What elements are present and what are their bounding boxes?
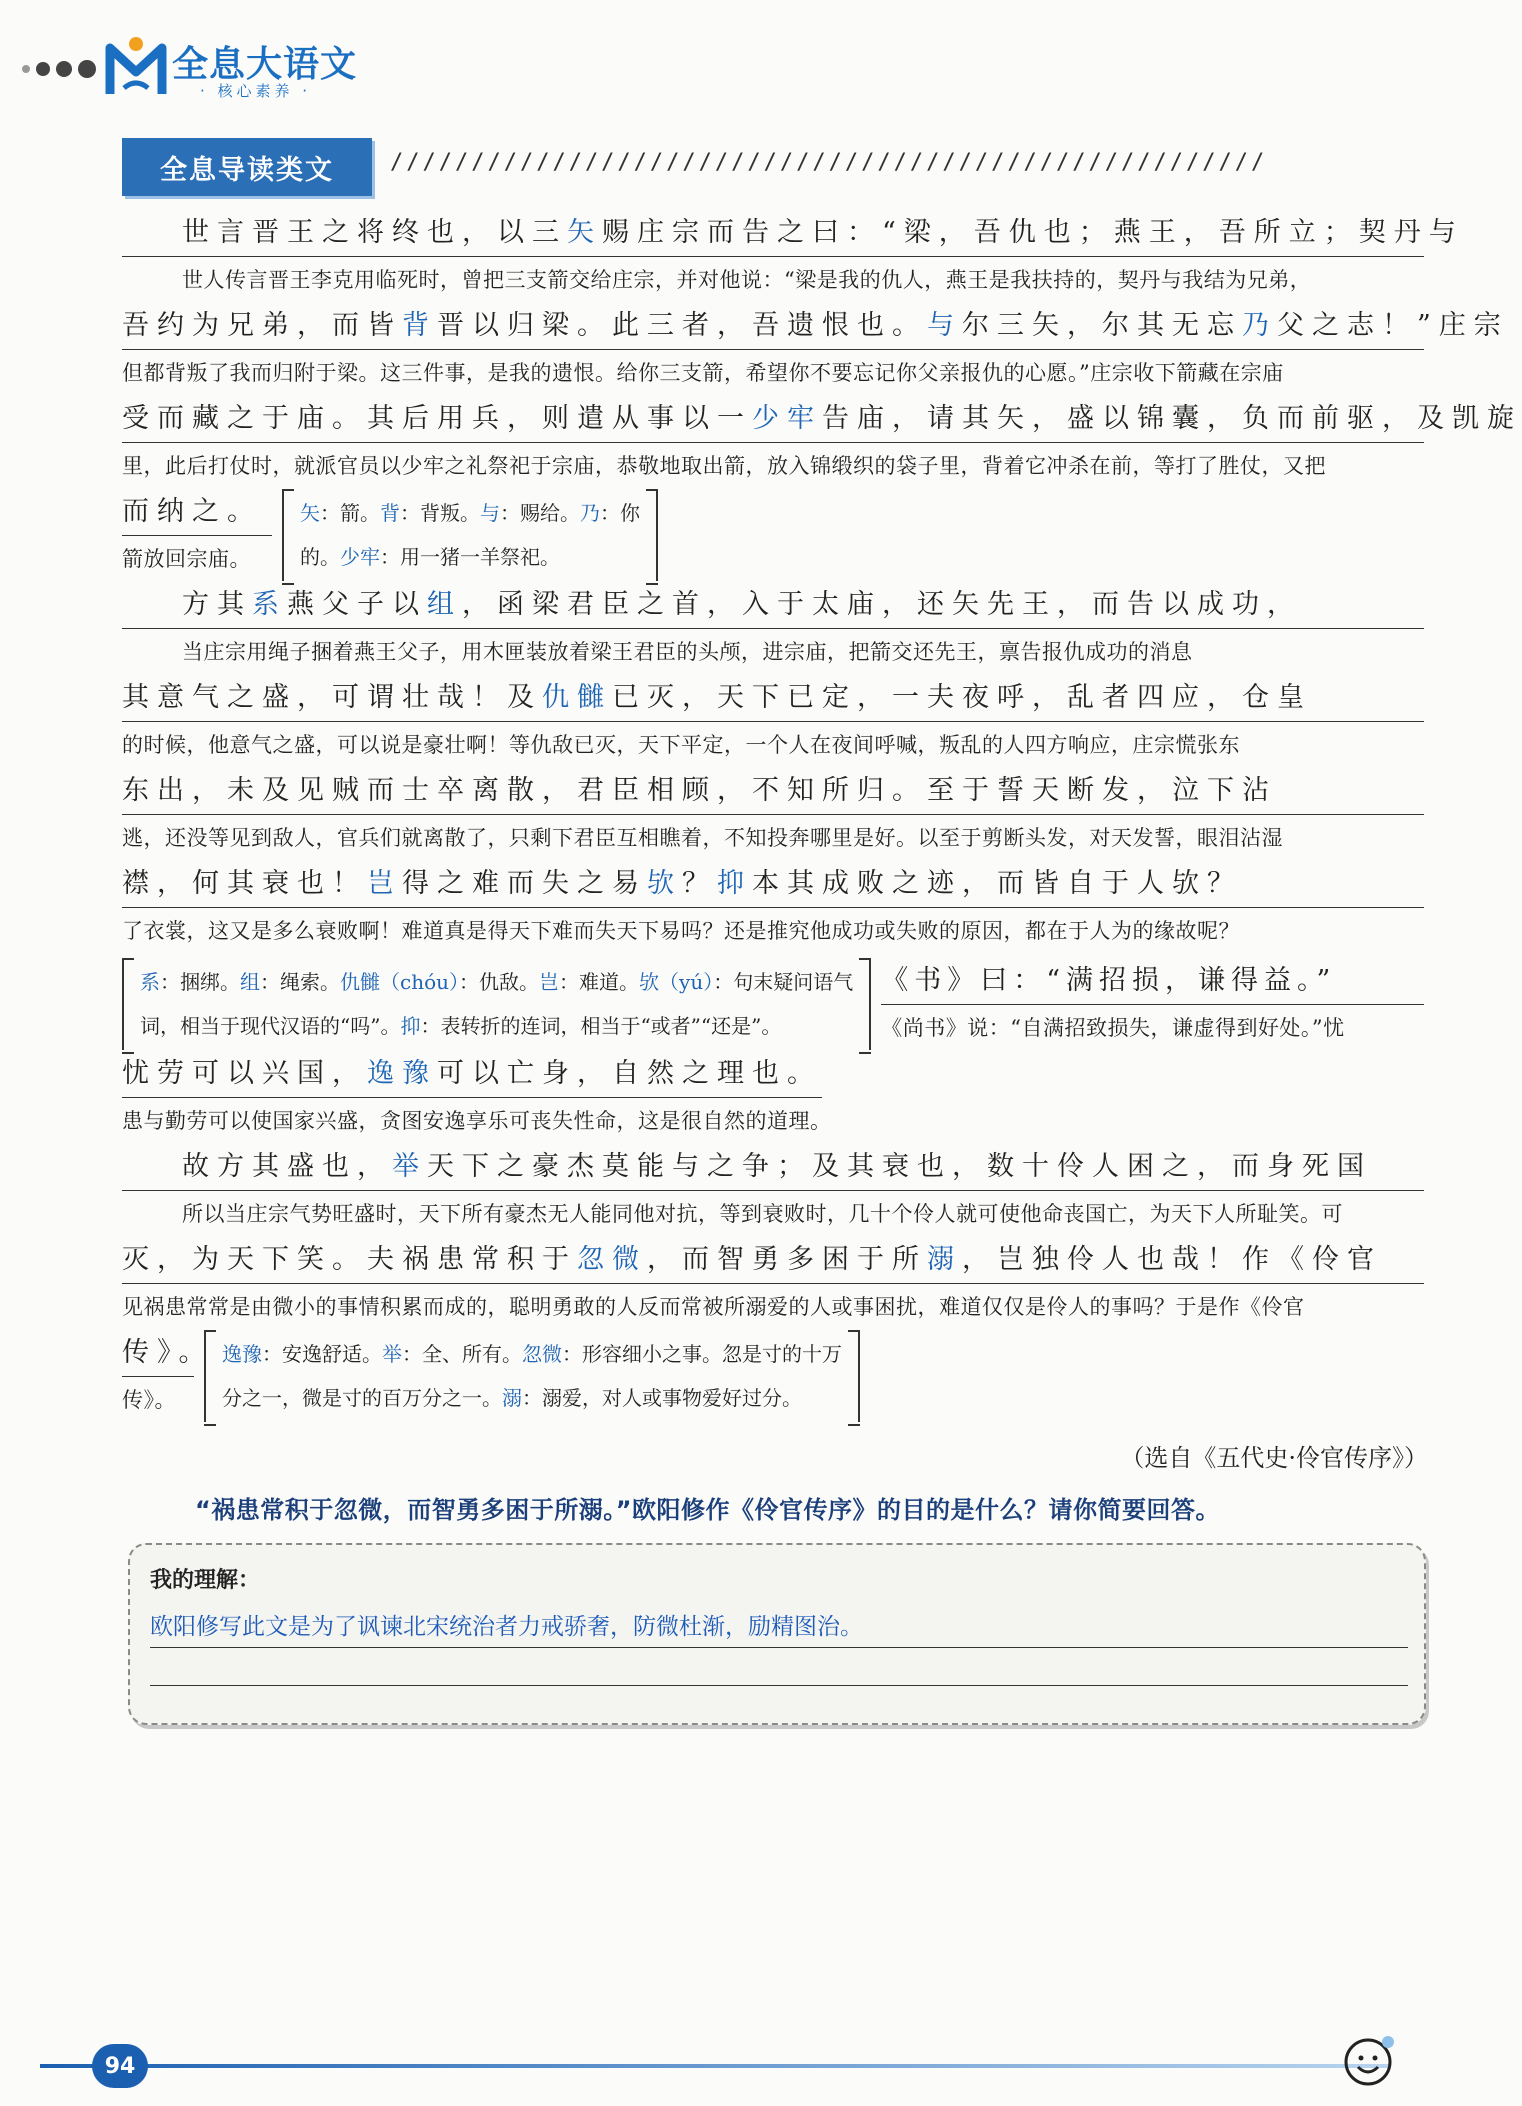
text-span: ：溺爱，对人或事物爱好过分。 <box>522 1386 802 1410</box>
annotation-box-1 <box>282 489 658 581</box>
passage-line <box>122 1144 1424 1191</box>
text-span: ：用一猪一羊祭祀。 <box>380 545 560 569</box>
translation-line: 里，此后打仗时，就派官员以少牢之礼祭祀于宗庙，恭敬地取出箭，放入锦缎织的袋子里，背着它冲杀在前，等打了胜仗，又把 <box>122 454 1326 478</box>
text-span: ，岂独伶人也哉！作《伶官 <box>962 1244 1382 1275</box>
annotation-line <box>222 1332 842 1376</box>
annotation-line <box>300 491 640 535</box>
text-span: 东出，未及见贼而士卒离散，君臣相顾，不知所归。至于誓天断发，泣下沾 <box>122 775 1277 806</box>
translation-line: 了衣裳，这又是多么衰败啊！难道真是得天下难而失天下易吗？还是推究他成功或失败的原因，都在于人为的缘故呢？ <box>122 919 1240 943</box>
passage-block-1 <box>122 210 1522 489</box>
translation-line: 《尚书》说：“自满招致损失，谦虚得到好处。”忧 <box>881 1016 1345 1040</box>
text-span: ：句末疑问语气 <box>713 970 854 994</box>
text-span: 本其成败之迹，而皆自于人欤？ <box>752 868 1242 899</box>
glossed-term: 岂 <box>367 868 402 899</box>
glossed-term: 乃 <box>580 501 600 525</box>
passage-line: 《书》曰：“满招损，谦得益。” <box>881 958 1424 1005</box>
annotation-line <box>140 1004 853 1048</box>
translation-line: 传》。 <box>122 1388 176 1412</box>
text-span: 襟，何其衰也！ <box>122 868 367 899</box>
passage-block-3 <box>122 1051 1424 1330</box>
annotation-line <box>140 960 853 1004</box>
text-span: 父之志！”庄宗 <box>1277 310 1509 341</box>
glossed-term: 忽微 <box>522 1342 562 1366</box>
answer-blank-line <box>150 1685 1408 1686</box>
translation-line: 世人传言晋王李克用临死时，曾把三支箭交给庄宗，并对他说：“梁是我的仇人，燕王是我扶持的，契丹与我结为兄弟， <box>182 268 1312 292</box>
source-citation: （选自《五代史·伶官传序》） <box>1120 1444 1428 1472</box>
glossed-term: 与 <box>927 310 962 341</box>
glossed-term: 系 <box>252 589 287 620</box>
passage-line <box>122 303 1509 350</box>
text-span: ：表转折的连词，相当于“或者”“还是”。 <box>420 1014 782 1038</box>
translation-line: 所以当庄宗气势旺盛时，天下所有豪杰无人能同他对抗，等到衰败时，几十个伶人就可使他命丧国亡，为天下人所耻笑。可 <box>182 1202 1343 1226</box>
glossed-term: 溺 <box>927 1244 962 1275</box>
translation-line: 患与勤劳可以使国家兴盛，贪图安逸享乐可丧失性命，这是很自然的道理。 <box>122 1109 832 1133</box>
text-span: ：全、所有。 <box>402 1342 522 1366</box>
text-span: 词，相当于现代汉语的“吗”。 <box>140 1014 401 1038</box>
glossed-term: 举 <box>382 1342 402 1366</box>
note-row-1 <box>122 489 1424 582</box>
passage-line <box>122 210 1464 257</box>
translation-line: 的时候，他意气之盛，可以说是豪壮啊！等仇敌已灭，天下平定，一个人在夜间呼喊，叛乱的人四方响应，庄宗慌张东 <box>122 733 1240 757</box>
section-rule: ////////////////////////////////////////////////////// <box>390 150 1268 175</box>
glossed-term: 岂 <box>539 970 560 994</box>
logo-icon <box>106 34 166 98</box>
glossed-term: 举 <box>392 1151 427 1182</box>
annotation-line <box>222 1376 842 1420</box>
glossed-term: 组 <box>240 970 260 994</box>
brand-title: 全息大语文 <box>172 44 358 85</box>
annotation-box-3 <box>204 1330 860 1422</box>
text-span: ？ <box>682 868 717 899</box>
footer-rule <box>40 2064 1390 2068</box>
answer-box <box>128 1543 1426 1725</box>
text-span: 可以亡身，自然之理也。 <box>437 1058 822 1089</box>
smiley-icon <box>1342 2032 1398 2088</box>
text-span: ：捆绑。 <box>160 970 240 994</box>
page-number: 94 <box>92 2044 148 2088</box>
text-span: ，而智勇多困于所 <box>647 1244 927 1275</box>
glossed-term: 仇雠 <box>542 682 612 713</box>
text-span: 燕父子以 <box>287 589 427 620</box>
text-span: 分之一，微是寸的百万分之一。 <box>222 1386 502 1410</box>
glossed-term: 与 <box>480 501 500 525</box>
text-span: 其意气之盛，可谓壮哉！及 <box>122 682 542 713</box>
brand-subtitle: · 核心素养 · <box>200 82 312 100</box>
text-span: ：绳索。 <box>260 970 340 994</box>
glossed-term: 系 <box>140 970 160 994</box>
passage-line: 而纳之。 <box>122 489 272 536</box>
glossed-term: 背 <box>380 501 400 525</box>
glossed-term: 抑 <box>717 868 752 899</box>
translation-line: 当庄宗用绳子捆着燕王父子，用木匣装放着梁王君臣的头颅，进宗庙，把箭交还先王，禀告报仇成功的消息 <box>182 640 1193 664</box>
glossed-term: 背 <box>402 310 437 341</box>
translation-line: 逃，还没等见到敌人，官兵们就离散了，只剩下君臣互相瞧着，不知投奔哪里是好。以至于剪断头发，对天发誓，眼泪沾湿 <box>122 826 1283 850</box>
glossed-term: 少牢 <box>752 403 822 434</box>
passage-line <box>122 675 1424 722</box>
passage-line <box>122 768 1424 815</box>
text-span: ：仇敌。 <box>459 970 540 994</box>
glossed-term: 组 <box>427 589 462 620</box>
decorative-dots <box>22 60 96 78</box>
text-span: ：箭。 <box>320 501 380 525</box>
text-span: 天下之豪杰莫能与之争；及其衰也，数十伶人困之，而身死国 <box>427 1151 1372 1182</box>
section-tag: 全息导读类文 <box>122 138 372 196</box>
text-span: 告庙，请其矢，盛以锦囊，负而前驱，及凯旋 <box>822 403 1522 434</box>
text-span: ：形容细小之事。忽是寸的十万 <box>562 1342 842 1366</box>
glossed-term: 溺 <box>502 1386 522 1410</box>
glossed-term: 欤 <box>647 868 682 899</box>
text-span: ：赐给。 <box>500 501 580 525</box>
glossed-term: 矢 <box>300 501 320 525</box>
text-span: 尔三矢，尔其无忘 <box>962 310 1242 341</box>
text-span: 晋以归梁。此三者，吾遗恨也。 <box>437 310 927 341</box>
passage-line <box>122 396 1522 443</box>
header <box>22 30 442 100</box>
translation-line: 见祸患常常是由微小的事情积累而成的，聪明勇敢的人反而常被所溺爱的人或事困扰，难道仅仅是伶人的事吗？于是作《伶官 <box>122 1295 1305 1319</box>
text-span: 受而藏之于庙。其后用兵，则遣从事以一 <box>122 403 752 434</box>
text-span: 的。 <box>300 545 340 569</box>
text-span: 忧劳可以兴国， <box>122 1058 367 1089</box>
text-span: ：难道。 <box>559 970 640 994</box>
note-row-3 <box>122 1330 1424 1423</box>
translation-line: 但都背叛了我而归附于梁。这三件事，是我的遗恨。给你三支箭，希望你不要忘记你父亲报仇的心愿。”庄宗收下箭藏在宗庙 <box>122 361 1284 385</box>
text-span: ：你 <box>600 501 640 525</box>
answer-label: 我的理解： <box>150 1568 261 1593</box>
text-span: 赐庄宗而告之曰：“梁，吾仇也；燕王，吾所立；契丹与 <box>602 217 1464 248</box>
glossed-term: 矢 <box>567 217 602 248</box>
glossed-term: 逸豫 <box>222 1342 262 1366</box>
passage-line <box>122 1237 1424 1284</box>
note-row-2 <box>122 958 1424 1051</box>
text-span: 吾约为兄弟，而皆 <box>122 310 402 341</box>
text-span: 世言晋王之将终也，以三 <box>182 217 567 248</box>
text-span: 灭，为天下笑。夫祸患常积于 <box>122 1244 577 1275</box>
text-span: ，函梁君臣之首，入于太庙，还矢先王，而告以成功， <box>462 589 1302 620</box>
answer-text: 欧阳修写此文是为了讽谏北宋统治者力戒骄奢，防微杜渐，励精图治。 <box>150 1607 1408 1648</box>
text-span: 得之难而失之易 <box>402 868 647 899</box>
glossed-term: 欤（yú） <box>639 970 714 994</box>
passage-block-2 <box>122 582 1424 954</box>
annotation-line <box>300 535 640 579</box>
glossed-term: 仇雠（chóu） <box>340 970 460 994</box>
glossed-term: 少牢 <box>340 545 380 569</box>
passage-line <box>122 582 1424 629</box>
glossed-term: 乃 <box>1242 310 1277 341</box>
text-span: 已灭，天下已定，一夫夜呼，乱者四应，仓皇 <box>612 682 1312 713</box>
annotation-box-2 <box>122 958 871 1050</box>
glossed-term: 忽微 <box>577 1244 647 1275</box>
passage-line: 传》。 <box>122 1330 194 1377</box>
translation-line: 箭放回宗庙。 <box>122 547 251 571</box>
passage-content <box>122 210 1522 1423</box>
text-span: 方其 <box>182 589 252 620</box>
glossed-term: 抑 <box>400 1014 421 1038</box>
text-span: ：安逸舒适。 <box>262 1342 382 1366</box>
text-span: ：背叛。 <box>400 501 480 525</box>
text-span: 故方其盛也， <box>182 1151 392 1182</box>
passage-line <box>122 1051 822 1098</box>
glossed-term: 逸豫 <box>367 1058 437 1089</box>
passage-line <box>122 861 1424 908</box>
question-text: “祸患常积于忽微，而智勇多困于所溺。”欧阳修作《伶官传序》的目的是什么？请你简要回答。 <box>195 1496 1221 1524</box>
